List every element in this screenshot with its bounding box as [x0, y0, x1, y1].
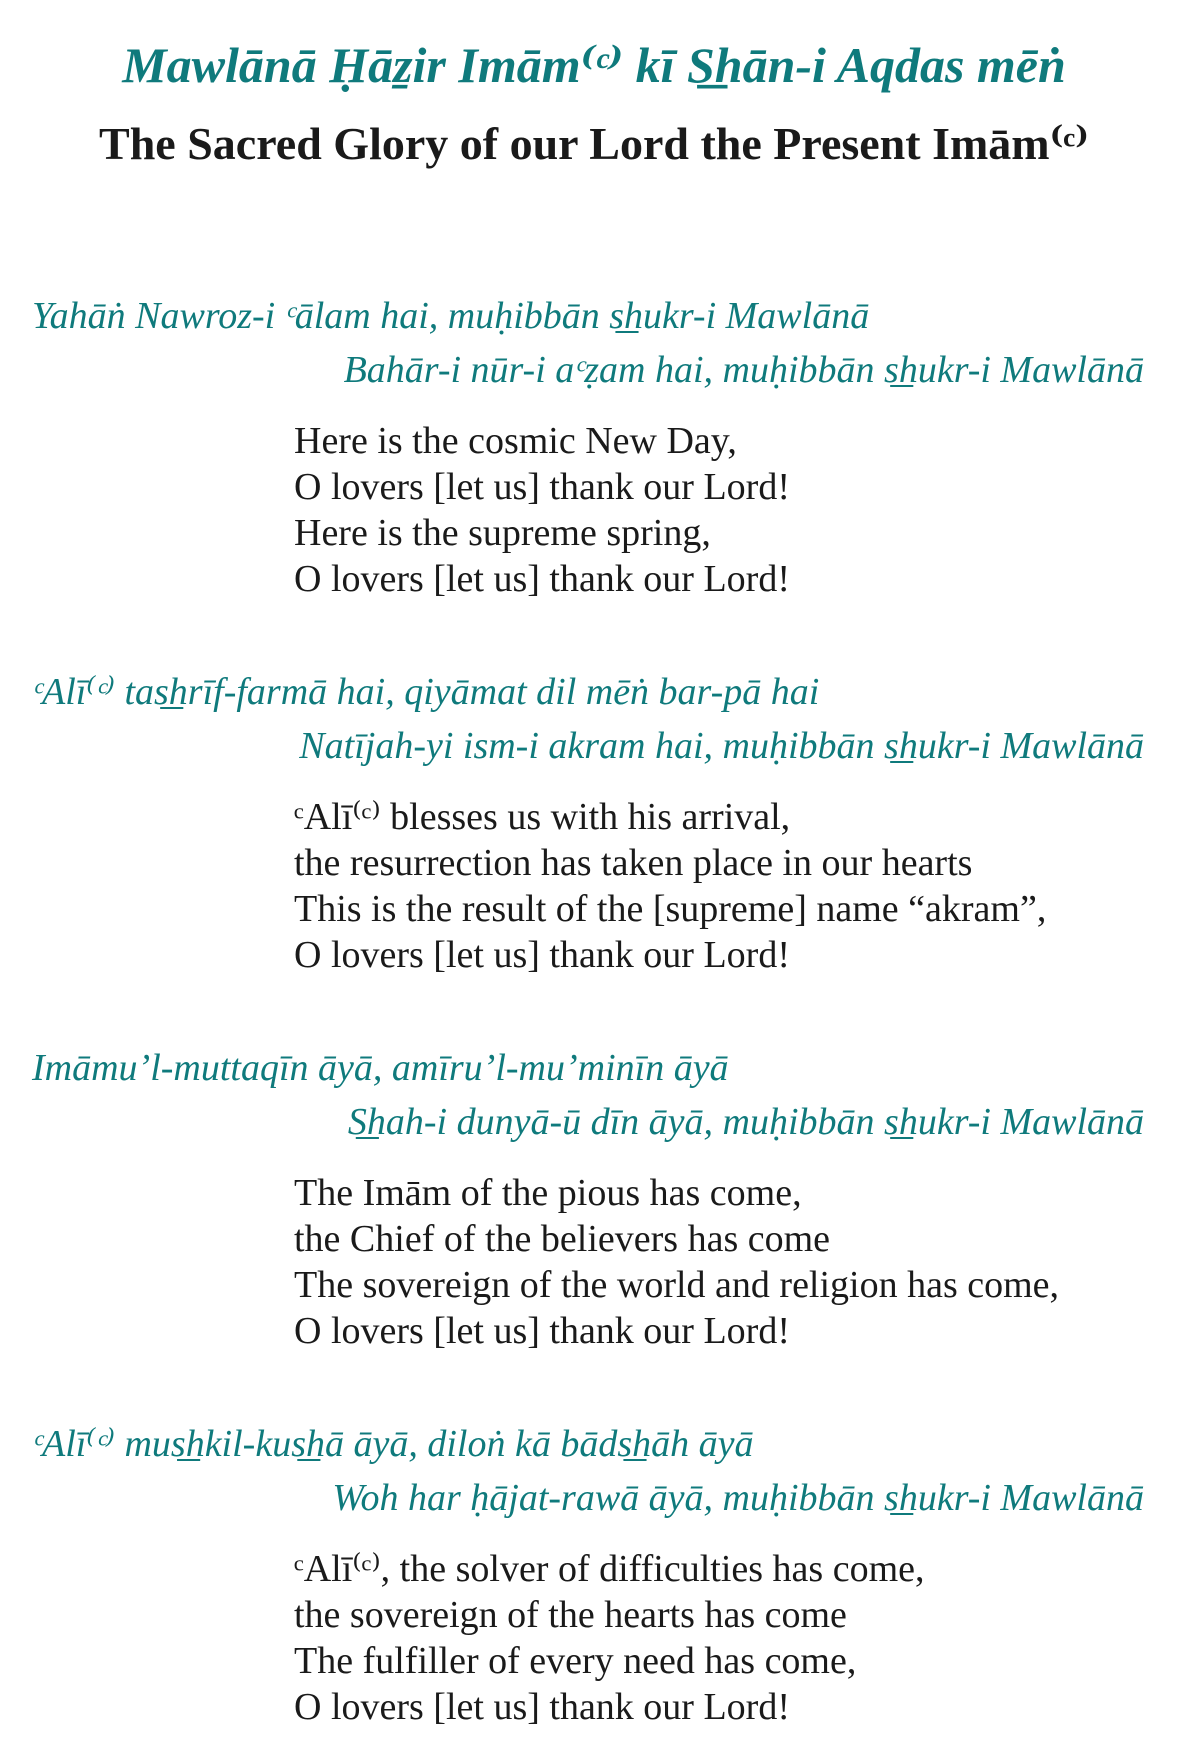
stanza-2-translation — [294, 794, 1046, 978]
stanza-1-translit-line-2: Bahār-i nūr-i aᶜẓam hai, muḥibbān s͟hukr-i Mawlānā — [343, 349, 1144, 391]
translation-line: The fulfiller of every need has come, — [294, 1640, 857, 1682]
translation-line: the sovereign of the hearts has come — [294, 1594, 847, 1636]
translation-line: ᶜAlī⁽ᶜ⁾, the solver of difficulties has come, — [294, 1548, 925, 1590]
stanza-2-translit-line-2: Natījah-yi ism-i akram hai, muḥibbān s͟hukr-i Mawlānā — [299, 725, 1144, 767]
title-english: The Sacred Glory of our Lord the Present Imām⁽ᶜ⁾ — [99, 118, 1089, 169]
translation-line: This is the result of the [supreme] name “akram”, — [294, 888, 1047, 930]
stanza-4-translit-line-2: Woh har ḥājat-rawā āyā, muḥibbān s͟hukr-i Mawlānā — [332, 1477, 1144, 1519]
translation-line: The Imām of the pious has come, — [294, 1172, 802, 1214]
translation-line: Here is the cosmic New Day, — [294, 420, 737, 462]
stanza-3-translation — [294, 1170, 1059, 1354]
translation-line: The sovereign of the world and religion has come, — [294, 1264, 1060, 1306]
stanza-4-translit-line-1: ᶜAlī⁽ᶜ⁾ mus͟hkil-kus͟hā āyā, diloṅ kā bāds͟hāh āyā — [32, 1423, 754, 1465]
translation-line: Here is the supreme spring, — [294, 512, 711, 554]
translation-line: O lovers [let us] thank our Lord! — [294, 466, 790, 508]
stanza-1-translation — [294, 418, 790, 602]
stanza-2-translit-line-1: ᶜAlī⁽ᶜ⁾ tas͟hrīf-farmā hai, qiyāmat dil mēṅ bar-pā hai — [32, 671, 820, 713]
stanza-3-translit-line-2: S͟hah-i dunyā-ū dīn āyā, muḥibbān s͟hukr-i Mawlānā — [347, 1101, 1144, 1143]
translation-line: O lovers [let us] thank our Lord! — [294, 934, 790, 976]
translation-line: O lovers [let us] thank our Lord! — [294, 1686, 790, 1728]
stanza-3-translit-line-1: Imāmu’l-muttaqīn āyā, amīru’l-mu’minīn āyā — [32, 1047, 729, 1089]
stanza-1-translit-line-1: Yahāṅ Nawroz-i ᶜālam hai, muḥibbān s͟hukr-i Mawlānā — [32, 295, 870, 337]
translation-line: the resurrection has taken place in our hearts — [294, 842, 973, 884]
title-transliteration: Mawlānā Ḥāẕir Imām⁽ᶜ⁾ kī S͟hān-i Aqdas mēṅ — [122, 37, 1066, 93]
translation-line: ᶜAlī⁽ᶜ⁾ blesses us with his arrival, — [294, 796, 791, 838]
translation-line: O lovers [let us] thank our Lord! — [294, 558, 790, 600]
translation-line: O lovers [let us] thank our Lord! — [294, 1310, 790, 1352]
translation-line: the Chief of the believers has come — [294, 1218, 831, 1260]
stanza-4-translation — [294, 1546, 925, 1730]
